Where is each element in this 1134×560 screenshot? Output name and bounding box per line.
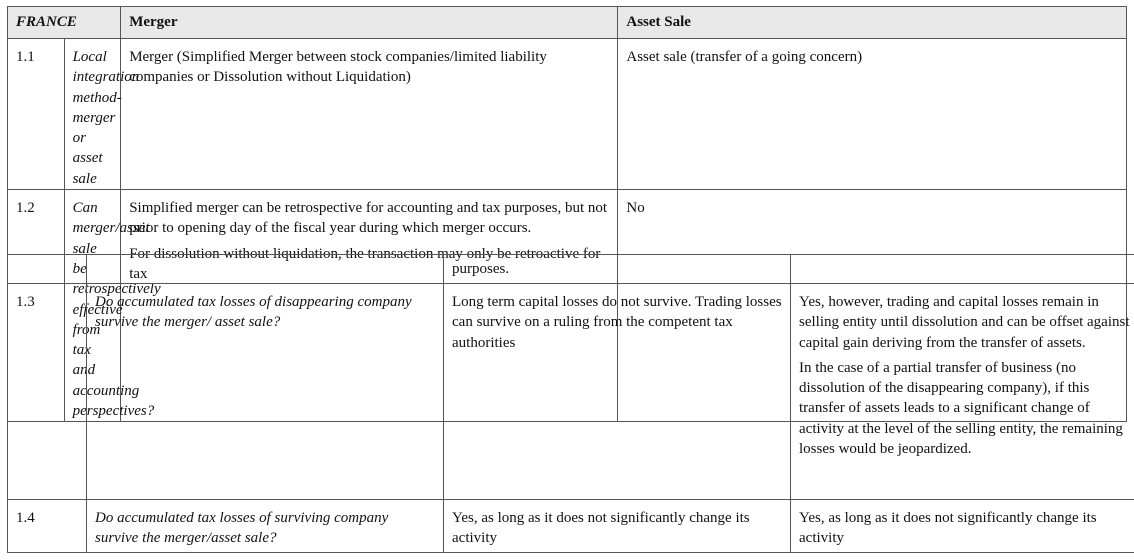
merger-text: Merger (Simplified Merger between stock companies/limited liability companies or Dissolution without Liquidation): [129, 49, 547, 86]
row-question: Do accumulated tax losses of disappearing company survive the merger/ asset sale?: [87, 284, 444, 500]
row-number: [8, 255, 87, 284]
row-question: Local integration method-merger or asset sale: [64, 39, 121, 190]
table-row-continued: [8, 255, 1134, 284]
asset-sale-text: Yes, as long as it does not significantly change its activity: [799, 510, 1097, 547]
merger-cell: purposes.: [444, 255, 791, 284]
asset-sale-cell: [791, 255, 1134, 284]
country-header: FRANCE: [8, 7, 121, 39]
merger-text: Simplified merger can be retrospective for accounting and tax purposes, but not prior to opening day of the fiscal year during which merger occurs.: [129, 200, 608, 237]
row-number: 1.2: [8, 190, 65, 422]
france-table-part-2: [7, 254, 1134, 553]
row-number: 1.4: [8, 500, 87, 553]
merger-text: Yes, as long as it does not significantly change its activity: [452, 510, 750, 547]
asset-sale-text: Asset sale (transfer of a going concern): [626, 49, 863, 65]
asset-sale-header: Asset Sale: [618, 7, 1127, 39]
row-question: Can merger/asset sale be retrospectively effective from tax and accounting perspectives?: [64, 190, 121, 422]
asset-sale-text: In the case of a partial transfer of business (no dissolution of the disappearing company), if this transfer of assets leads to a significant change of activity at the level of the selling entity, the remaining losses would be jeopardized.: [799, 359, 1123, 458]
row-number: 1.1: [8, 39, 65, 190]
table-row: [8, 284, 1134, 500]
row-question: [87, 255, 444, 284]
table-row: [8, 500, 1134, 553]
row-question: Do accumulated tax losses of surviving company survive the merger/asset sale?: [87, 500, 444, 553]
asset-sale-text: No: [626, 200, 645, 217]
merger-header: Merger: [121, 7, 618, 39]
asset-sale-cell: [618, 39, 1127, 190]
merger-cell: [444, 284, 791, 500]
merger-cell: [121, 39, 618, 190]
header-row: [8, 7, 1127, 39]
table-row: [8, 39, 1127, 190]
asset-sale-text: Yes, however, trading and capital losses remain in selling entity until dissolution and can be offset against capital gain deriving from the transfer of assets.: [799, 294, 1130, 351]
asset-sale-cell: [791, 284, 1134, 500]
row-number: 1.3: [8, 284, 87, 500]
asset-sale-cell: [791, 500, 1134, 553]
merger-text: Long term capital losses do not survive. Trading losses can survive on a ruling from the competent tax authorities: [452, 294, 782, 351]
merger-text: For dissolution without liquidation, the transaction may only be retroactive for tax: [129, 245, 601, 282]
merger-cell: [444, 500, 791, 553]
